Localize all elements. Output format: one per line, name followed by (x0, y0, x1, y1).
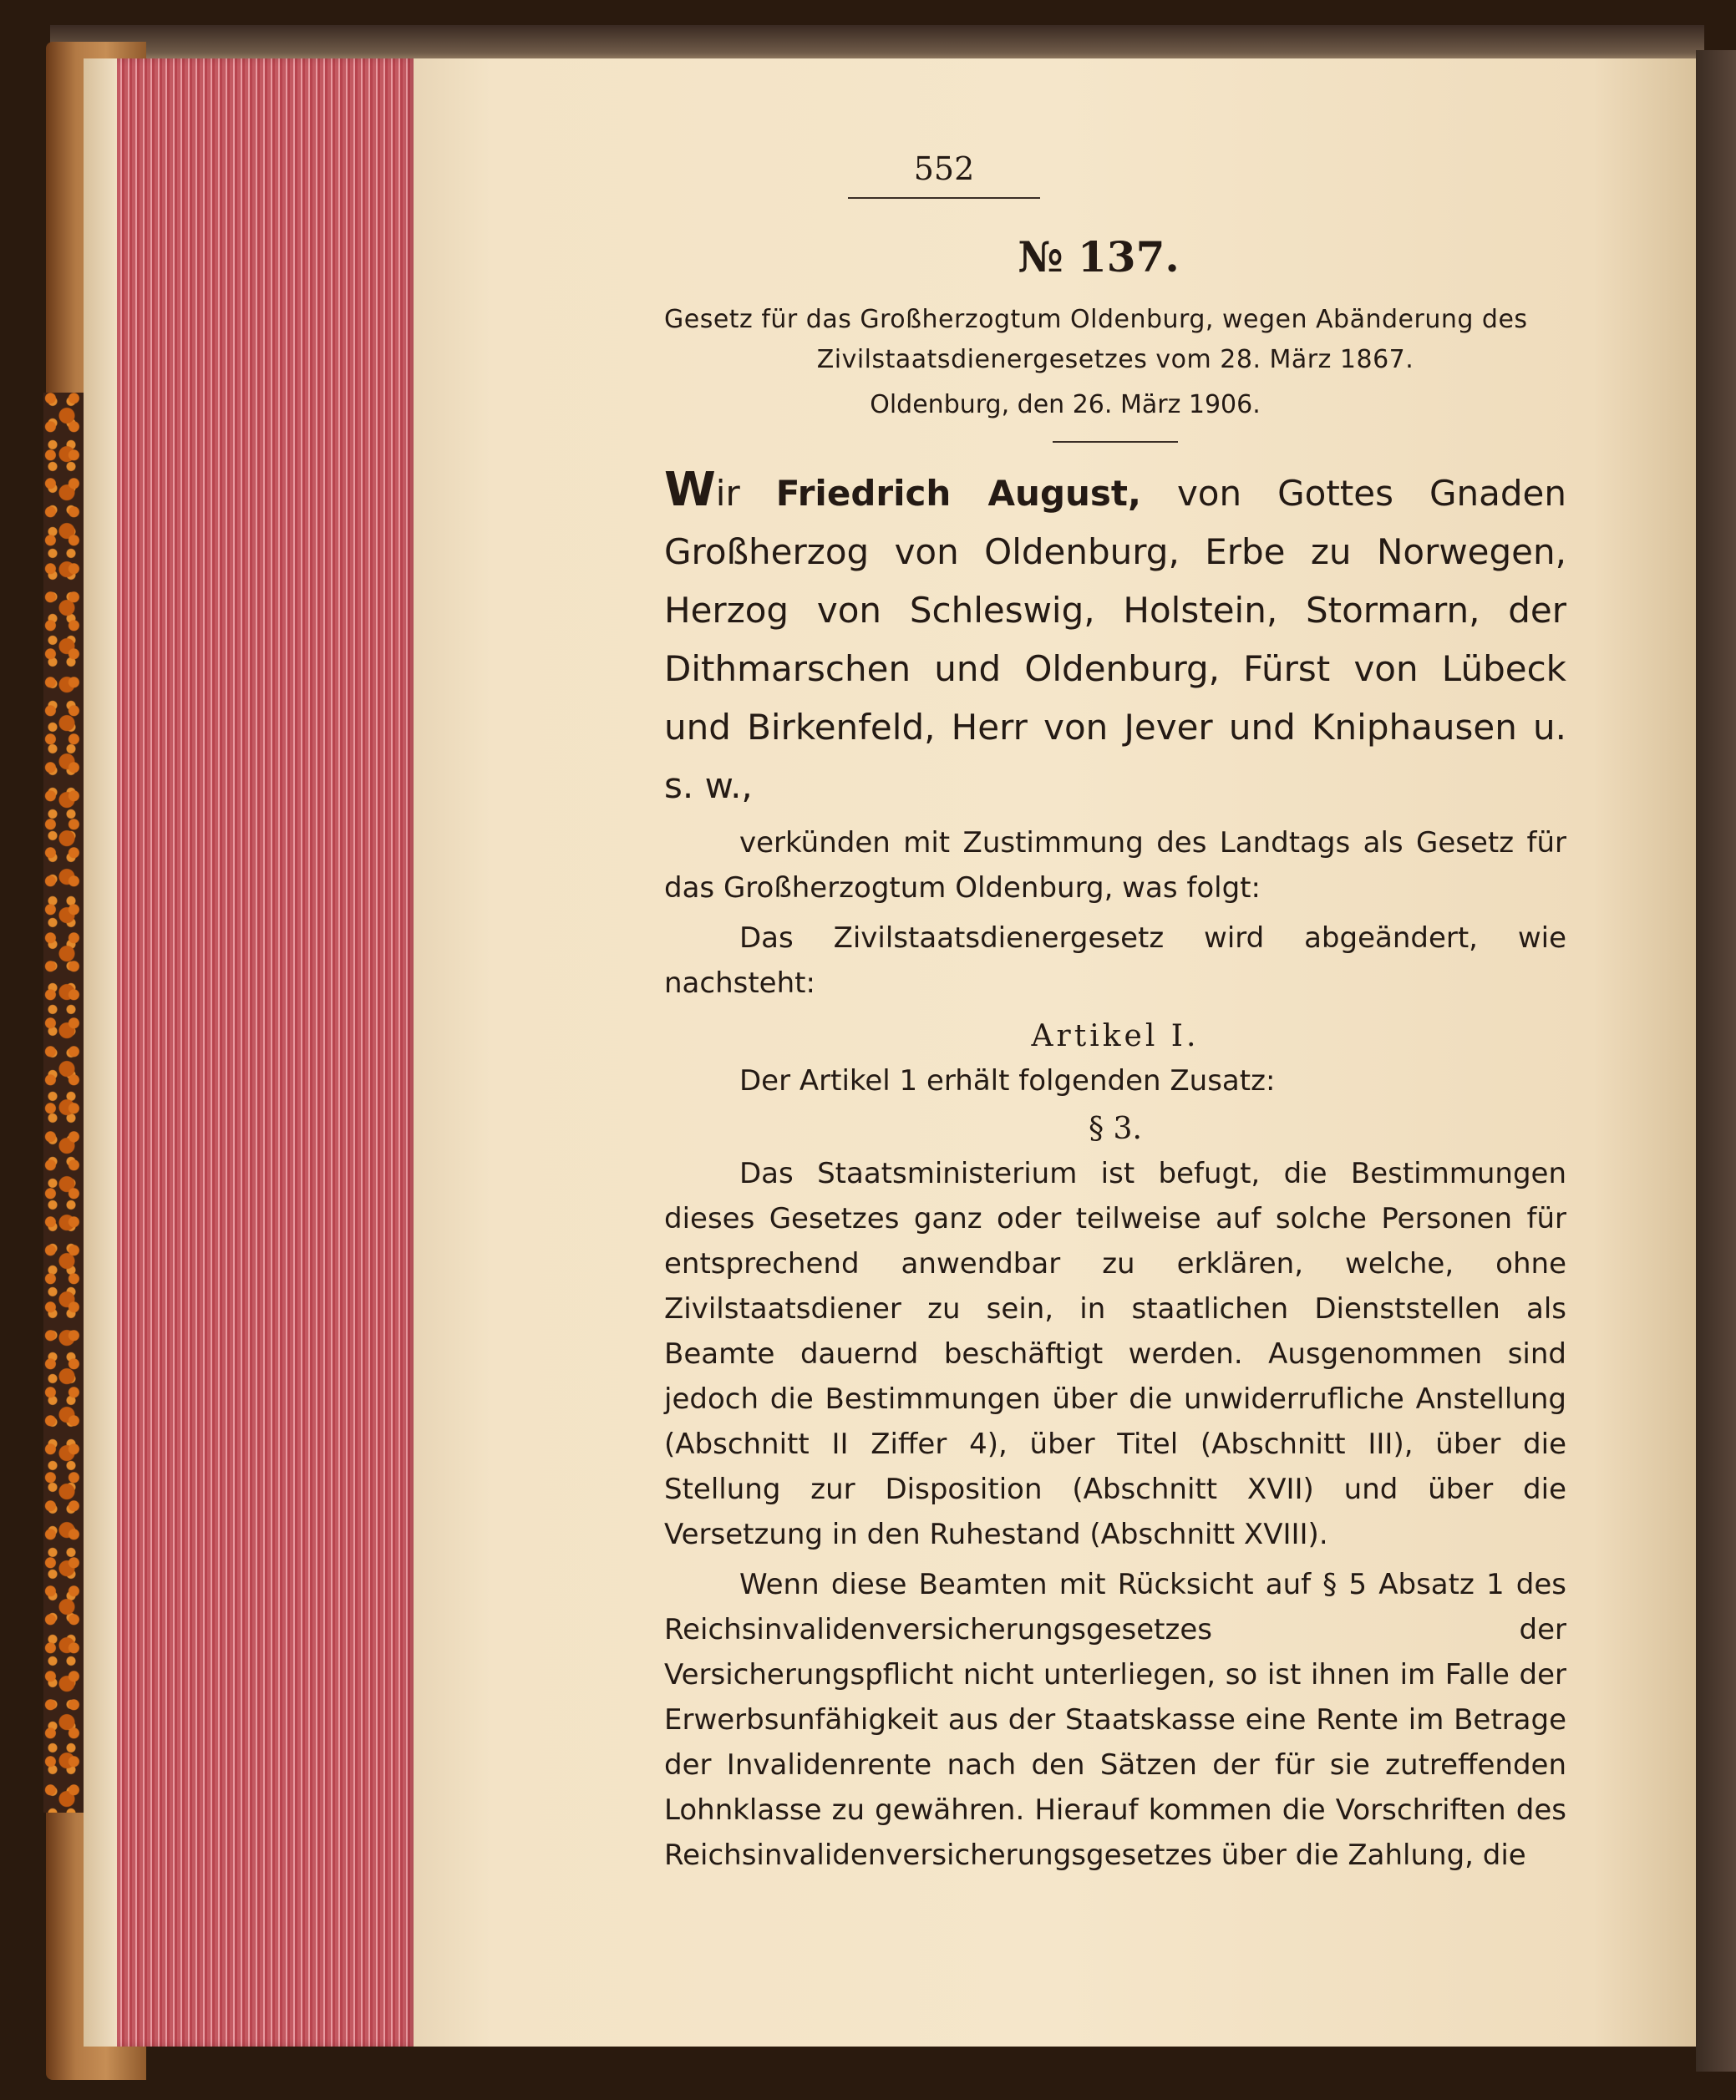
artikel-heading: Artikel I. (1031, 1019, 1200, 1053)
sovereign-intro (664, 461, 1566, 815)
red-page-edges (117, 58, 418, 2047)
paragraph-2: Wenn diese Beamten mit Rücksicht auf § 5 Absatz 1 des Reichsinvalidenversicherungsgesetzes der Versicherungspflicht nicht unterliegen, so ist ihnen im Falle der Erwerbsunfähigkeit aus der Staatskasse eine Rente im Betrage der Invalidenrente nach den Sätzen der für sie zutreffenden Lohnklasse zu gewähren. Hierauf kommen die Vorschriften des Reichsinvalidenversicherungsgesetzes über die Zahlung, die (664, 1568, 1566, 1872)
law-title-line-1: Gesetz für das Großherzogtum Oldenburg, wegen Abänderung des (664, 305, 1528, 334)
artikel-text: Der Artikel 1 erhält folgenden Zusatz: (739, 1064, 1276, 1098)
section-heading: § 3. (1089, 1112, 1142, 1146)
dateline: Oldenburg, den 26. März 1906. (870, 390, 1261, 419)
page-content (664, 150, 1566, 1878)
intro-first-word-rest: ir (715, 473, 740, 514)
opposite-page-shadow (1696, 50, 1736, 2072)
law-number: № 137. (1018, 232, 1180, 282)
page-stack-edge (84, 58, 117, 2047)
sovereign-name: Friedrich August, (775, 473, 1141, 514)
divider-rule (1053, 441, 1178, 443)
paragraph-1: Das Staatsministerium ist befugt, die Bestimmungen dieses Gesetzes ganz oder teilweise auf solche Personen für entsprechend anwendbar zu erklären, welche, ohne Zivilstaatsdiener zu sein, in staatlichen Dienststellen als Beamte dauernd beschäftigt werden. Ausgenommen sind jedoch die Bestimmungen über die unwiderrufliche Anstellung (Abschnitt II Ziffer 4), über Titel (Abschnitt III), über die Stellung zur Disposition (Abschnitt XVII) und über die Versetzung in den Ruhestand (Abschnitt XVIII). (664, 1157, 1566, 1551)
law-title (664, 300, 1566, 380)
sovereign-titles: von Gottes Gnaden Großherzog von Oldenburg, Erbe zu Norwegen, Herzog von Schleswig, Holstein, Stormarn, der Dithmarschen und Oldenburg, Fürst von Lübeck und Birkenfeld, Herr von Jever und Kniphausen u. s. w., (664, 473, 1567, 806)
page-number: 552 (848, 150, 1040, 199)
amendment-line: Das Zivilstaatsdienergesetz wird abgeändert, wie nachsteht: (664, 921, 1566, 1000)
law-title-line-2: Zivilstaatsdienergesetzes vom 28. März 1867. (816, 345, 1414, 374)
intro-initial: W (664, 463, 716, 517)
proclamation: verkünden mit Zustimmung des Landtags als Gesetz für das Großherzogtum Oldenburg, was folgt: (664, 826, 1566, 905)
